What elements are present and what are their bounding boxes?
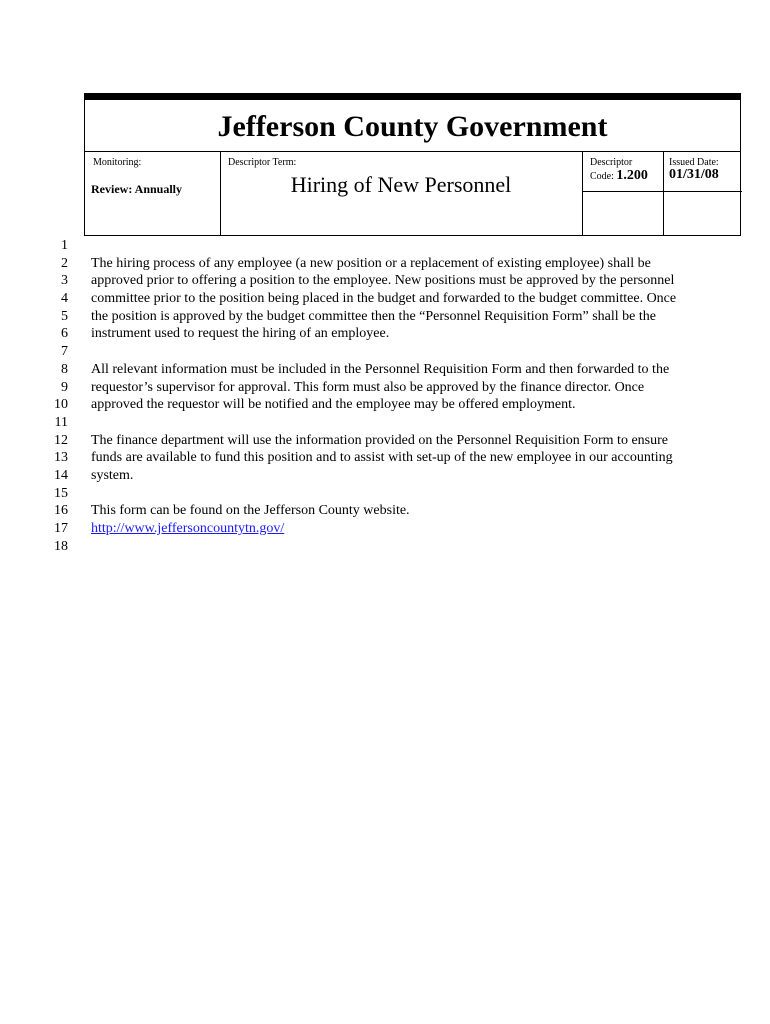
issued-date: 01/31/08 [669, 167, 719, 182]
body-line: The hiring process of any employee (a new position or a replacement of existing employee) shall be [91, 255, 651, 271]
descriptor-term: Hiring of New Personnel [290, 172, 512, 197]
line-number: 12 [54, 432, 68, 448]
line-number: 16 [54, 503, 68, 519]
line-number: 9 [61, 379, 68, 395]
body-line: system. [91, 467, 134, 483]
code-label: Code: [590, 171, 614, 182]
header-divider [85, 151, 740, 152]
body-line: requestor’s supervisor for approval. This form must also be approved by the finance director. Once [91, 379, 645, 395]
line-number: 1 [61, 238, 68, 253]
line-number: 17 [54, 521, 68, 536]
body-line: the position is approved by the budget committee then the “Personnel Requisition Form” shall be the [91, 308, 656, 324]
body-line [91, 538, 731, 556]
line-number: 7 [61, 344, 68, 360]
line-number: 4 [61, 291, 68, 307]
line-numbers [40, 237, 68, 555]
line-number: 18 [54, 538, 68, 554]
line-number: 2 [61, 255, 68, 271]
body-line: This form can be found on the Jefferson County website. [91, 503, 410, 519]
line-number: 13 [54, 450, 68, 466]
line-number: 8 [61, 361, 68, 377]
review-frequency: Review: Annually [91, 182, 183, 196]
line-number: 3 [61, 273, 68, 289]
row-divider [582, 191, 742, 192]
body-line [91, 237, 731, 255]
column-divider [663, 151, 664, 235]
body-line-link [91, 520, 731, 538]
line-number: 6 [61, 326, 68, 342]
document-body [91, 237, 731, 555]
line-number: 15 [54, 485, 68, 501]
monitoring-label: Monitoring: [93, 157, 142, 168]
body-line [91, 485, 731, 503]
code-field [590, 168, 648, 184]
line-number: 14 [54, 467, 68, 483]
body-line: approved the requestor will be notified and the employee may be offered employment. [91, 397, 576, 413]
descriptor-term-label: Descriptor Term: [228, 157, 297, 168]
body-line [91, 343, 731, 361]
body-line: approved prior to offering a position to the employee. New positions must be approved by the personnel [91, 273, 675, 289]
line-number: 10 [54, 397, 68, 413]
page-title: Jefferson County Government [217, 110, 608, 143]
website-link[interactable]: http://www.jeffersoncountytn.gov/ [91, 521, 285, 536]
descriptor-label: Descriptor [590, 157, 633, 168]
code-value: 1.200 [616, 168, 648, 183]
issued-date-label: Issued Date: [669, 157, 719, 168]
header-box [84, 93, 741, 236]
body-line: funds are available to fund this position and to assist with set-up of the new employee in our accounting [91, 450, 673, 466]
body-line: All relevant information must be included in the Personnel Requisition Form and then forwarded to the [91, 361, 670, 377]
body-line: The finance department will use the information provided on the Personnel Requisition Form to ensure [91, 432, 668, 448]
line-number: 5 [61, 308, 68, 324]
body-line [91, 414, 731, 432]
column-divider [582, 151, 583, 235]
body-line: committee prior to the position being placed in the budget and forwarded to the budget committee. Once [91, 291, 677, 307]
line-number: 11 [54, 414, 68, 430]
body-line: instrument used to request the hiring of an employee. [91, 326, 390, 342]
